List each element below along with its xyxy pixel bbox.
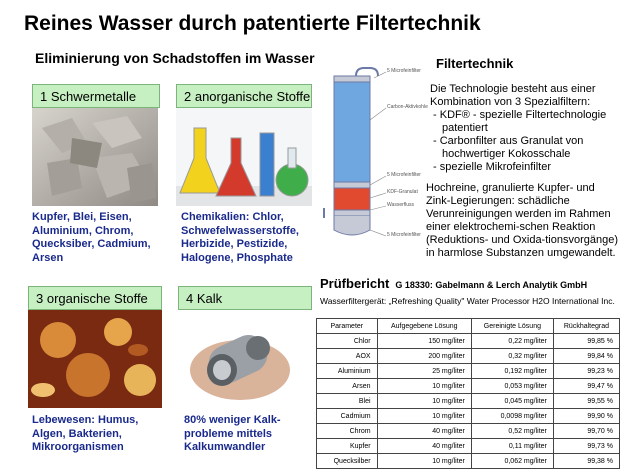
diagram-label-kdf: KDF-Granulat [387, 189, 418, 195]
table-cell: 0,11 mg/liter [471, 439, 553, 454]
filtertechnik-item: - Carbonfilter aus Granulat von hochwertiger Kokosschale [428, 135, 620, 161]
table-cell: Cadmium [317, 409, 378, 424]
table-cell: 0,062 mg/liter [471, 454, 553, 469]
column-header: Parameter [317, 319, 378, 334]
report-title-text: Prüfbericht [320, 276, 390, 291]
page-title: Reines Wasser durch patentierte Filtertechnik [24, 12, 481, 35]
table-cell: 10 mg/liter [377, 409, 471, 424]
table-cell: 0,053 mg/liter [471, 379, 553, 394]
table-cell: 99,55 % [553, 394, 619, 409]
table-cell: Chrom [317, 424, 378, 439]
diagram-label-bottom-filter: 5 Microfeinfilter [387, 232, 421, 238]
lime-photo [178, 310, 312, 408]
table-cell: 99,73 % [553, 439, 619, 454]
table-cell: 10 mg/liter [377, 454, 471, 469]
table-cell: 0,0098 mg/liter [471, 409, 553, 424]
table-cell: 0,32 mg/liter [471, 349, 553, 364]
table-row [317, 379, 620, 394]
table-row [317, 334, 620, 349]
diagram-label-top-filter: 5 Microfeinfilter [387, 68, 421, 74]
column-header: Aufgegebene Lösung [377, 319, 471, 334]
report-device: Wasserfiltergerät: „Refreshing Quality" Water Processor H2O International Inc. [320, 296, 615, 306]
inorganic-description: Chemikalien: Chlor, Schwefelwasserstoffe, Herbizide, Pestizide, Halogene, Phosphate [181, 211, 299, 264]
diagram-label-flow: Wasserfluss [387, 202, 415, 208]
table-row [317, 394, 620, 409]
results-table [316, 318, 620, 469]
table-row [317, 349, 620, 364]
table-cell: 150 mg/liter [377, 334, 471, 349]
filtertechnik-intro: Die Technologie besteht aus einer Kombination von 3 Spezialfiltern: [430, 83, 596, 108]
table-cell: 10 mg/liter [377, 394, 471, 409]
table-cell: 0,045 mg/liter [471, 394, 553, 409]
table-cell: Aluminium [317, 364, 378, 379]
table-cell: Arsen [317, 379, 378, 394]
table-row [317, 364, 620, 379]
table-cell: 99,85 % [553, 334, 619, 349]
column-header: Gereinigte Lösung [471, 319, 553, 334]
table-cell: 0,52 mg/liter [471, 424, 553, 439]
table-cell: Quecksilber [317, 454, 378, 469]
report-lab: G 18330: Gabelmann & Lerch Analytik GmbH [395, 280, 588, 290]
table-cell: 99,38 % [553, 454, 619, 469]
table-row [317, 424, 620, 439]
filtertechnik-list [428, 109, 620, 174]
diagram-label-carbon: Carbon-Aktivkohle [387, 104, 428, 110]
diagram-label-mid-filter: 5 Microfeinfilter [387, 172, 421, 178]
lime-description: 80% weniger Kalk-probleme mittels Kalkumwandler [184, 414, 281, 453]
column-header: Rückhaltegrad [553, 319, 619, 334]
table-header-row [317, 319, 620, 334]
table-row [317, 439, 620, 454]
category-label-inorganic: 2 anorganische Stoffe [176, 84, 312, 108]
table-cell: 25 mg/liter [377, 364, 471, 379]
category-label-organic: 3 organische Stoffe [28, 286, 162, 310]
table-cell: 99,84 % [553, 349, 619, 364]
heavy-metals-description: Kupfer, Blei, Eisen, Aluminium, Chrom, Quecksiber, Cadmium, Arsen [32, 211, 151, 264]
bacteria-photo [28, 310, 162, 408]
table-cell: Blei [317, 394, 378, 409]
table-cell: 40 mg/liter [377, 424, 471, 439]
page-subtitle: Eliminierung von Schadstoffen im Wasser [35, 50, 315, 66]
filtertechnik-item: - KDF® - spezielle Filtertechnologie patentiert [428, 109, 620, 135]
table-cell: 200 mg/liter [377, 349, 471, 364]
report-heading [320, 276, 587, 291]
table-row [317, 454, 620, 469]
table-cell: 99,70 % [553, 424, 619, 439]
table-cell: 99,47 % [553, 379, 619, 394]
table-cell: 10 mg/liter [377, 379, 471, 394]
chemicals-photo [176, 108, 312, 206]
filtertechnik-item: - spezielle Mikrofeinfilter [428, 161, 620, 174]
organic-description: Lebewesen: Humus, Algen, Bakterien, Mikroorganismen [32, 414, 139, 453]
table-cell: 0,192 mg/liter [471, 364, 553, 379]
table-row [317, 409, 620, 424]
table-cell: AOX [317, 349, 378, 364]
table-cell: 0,22 mg/liter [471, 334, 553, 349]
category-label-lime: 4 Kalk [178, 286, 312, 310]
filtertechnik-heading: Filtertechnik [436, 56, 514, 71]
filtertechnik-paragraph: Hochreine, granulierte Kupfer- und Zink-Legierungen: schädliche Verunreinigungen werden im Rahmen einer elektrochemi-schen Reaktion (Reduktions- und Oxida-tionsvorgänge) in harmlose Substanzen umgewandelt. [426, 182, 618, 259]
table-cell: Chlor [317, 334, 378, 349]
table-cell: Kupfer [317, 439, 378, 454]
table-cell: 99,23 % [553, 364, 619, 379]
table-cell: 99,90 % [553, 409, 619, 424]
category-label-heavy-metals: 1 Schwermetalle [32, 84, 160, 108]
table-cell: 40 mg/liter [377, 439, 471, 454]
heavy-metals-photo [32, 108, 158, 206]
filter-diagram [318, 58, 428, 258]
